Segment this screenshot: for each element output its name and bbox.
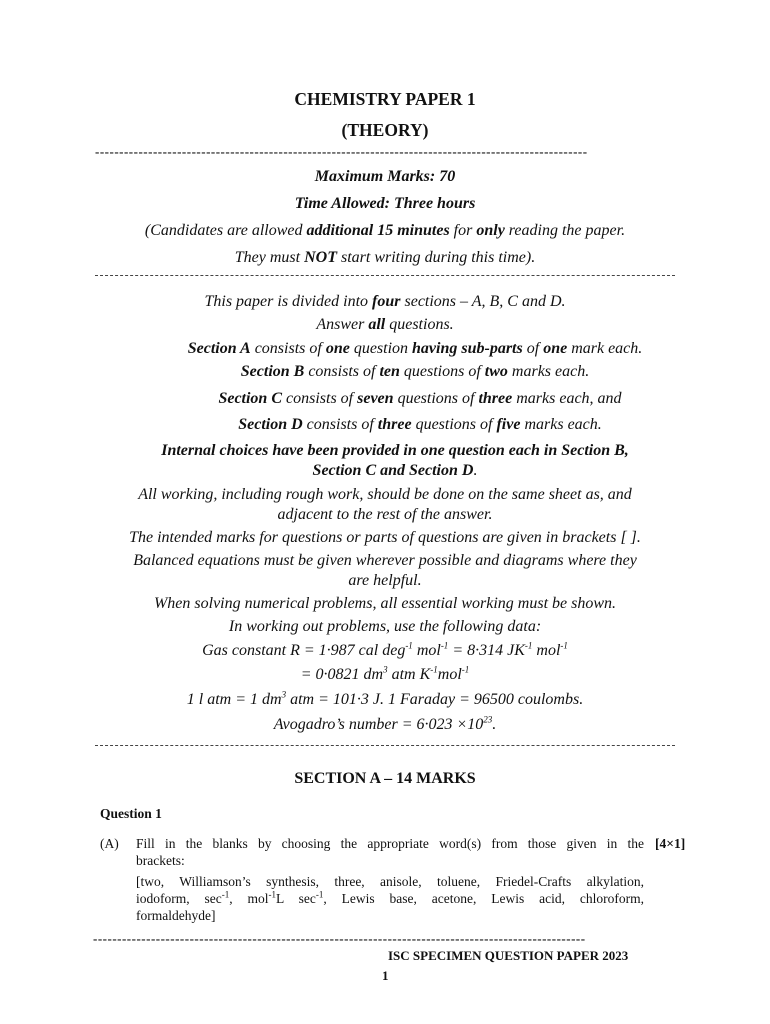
- instruction-section-c: Section C consists of seven questions of three marks each, and: [218, 390, 622, 407]
- working-line1: All working, including rough work, should be done on the same sheet as, and: [138, 486, 632, 503]
- balanced-line1: Balanced equations must be given wherever possible and diagrams where they: [133, 552, 637, 569]
- footer-label: ISC SPECIMEN QUESTION PAPER 2023: [388, 948, 629, 963]
- options-line2: iodoform, $\sec^{-1}$, mol$^{-1}$L $\sec^{-1}$, Lewis base, acetone, Lewis acid, chloroform,: [136, 889, 644, 906]
- divider-heavy: ------------------------------------------------------------------------------------------------------: [95, 146, 588, 158]
- gas-constant-line1: Gas constant R = 1·987 cal deg$^{-1}$ mol$^{-1}$ = 8·314 $JK^{-1}$ mol$^{-1}$: [202, 640, 568, 659]
- marks-in-brackets: The intended marks for questions or parts of questions are given in brackets [ ].: [129, 529, 641, 546]
- question-label: Question 1: [100, 806, 162, 821]
- time-allowed: Time Allowed: Three hours: [294, 195, 476, 212]
- reading-time-note: (Candidates are allowed additional 15 minutes for only reading the paper.: [144, 222, 626, 239]
- page-number: 1: [382, 968, 389, 983]
- instruction-sections: This paper is divided into four sections – A, B, C and D.: [204, 293, 566, 310]
- section-a-heading: SECTION A – 14 MARKS: [294, 770, 476, 787]
- balanced-line2: are helpful.: [348, 572, 422, 589]
- divider-light: [95, 275, 675, 276]
- part-a-line2: brackets:: [136, 853, 185, 868]
- internal-choice-line2: Section C and Section D.: [312, 462, 478, 479]
- max-marks: Maximum Marks: 70: [314, 168, 456, 185]
- divider-light-2: [95, 745, 675, 746]
- no-writing-note: They must NOT start writing during this time).: [234, 249, 536, 266]
- paper-subtitle: (THEORY): [341, 120, 429, 140]
- working-line2: adjacent to the rest of the answer.: [277, 506, 493, 523]
- paper-title: CHEMISTRY PAPER 1: [294, 89, 476, 109]
- numerical-line: When solving numerical problems, all essential working must be shown.: [153, 595, 617, 612]
- part-a-marks: [4×1]: [655, 836, 686, 851]
- options-line1: [two, Williamson’s synthesis, three, anisole, toluene, Friedel-Crafts alkylation,: [136, 874, 644, 889]
- internal-choice-line1: Internal choices have been provided in one question each in Section B,: [161, 442, 629, 459]
- instruction-section-d: Section D consists of three questions of five marks each.: [238, 416, 602, 433]
- footer-divider: ------------------------------------------------------------------------------------------------------: [93, 933, 586, 945]
- gas-constant-line2: = 0·0821 $dm^3$ atm $K^{-1}mol^{-1}$: [300, 664, 470, 683]
- options-line3: formaldehyde]: [136, 908, 216, 923]
- instruction-section-b: Section B consists of ten questions of two marks each.: [240, 363, 590, 380]
- part-a-label: (A): [100, 836, 119, 851]
- instruction-section-a: Section A consists of one question having sub-parts of one mark each.: [187, 340, 643, 357]
- part-a-line1: Fill in the blanks by choosing the appropriate word(s) from those given in the: [136, 836, 644, 851]
- atm-faraday-line: 1 l atm = 1 $dm^3$ atm = 101·3 J. 1 Faraday = 96500 coulombs.: [186, 689, 584, 708]
- instruction-answer-all: Answer all questions.: [316, 316, 454, 333]
- avogadro-line: Avogadro’s number = $6\cdot 023 \times 10^{23}$.: [273, 714, 497, 733]
- data-line: In working out problems, use the following data:: [228, 618, 542, 635]
